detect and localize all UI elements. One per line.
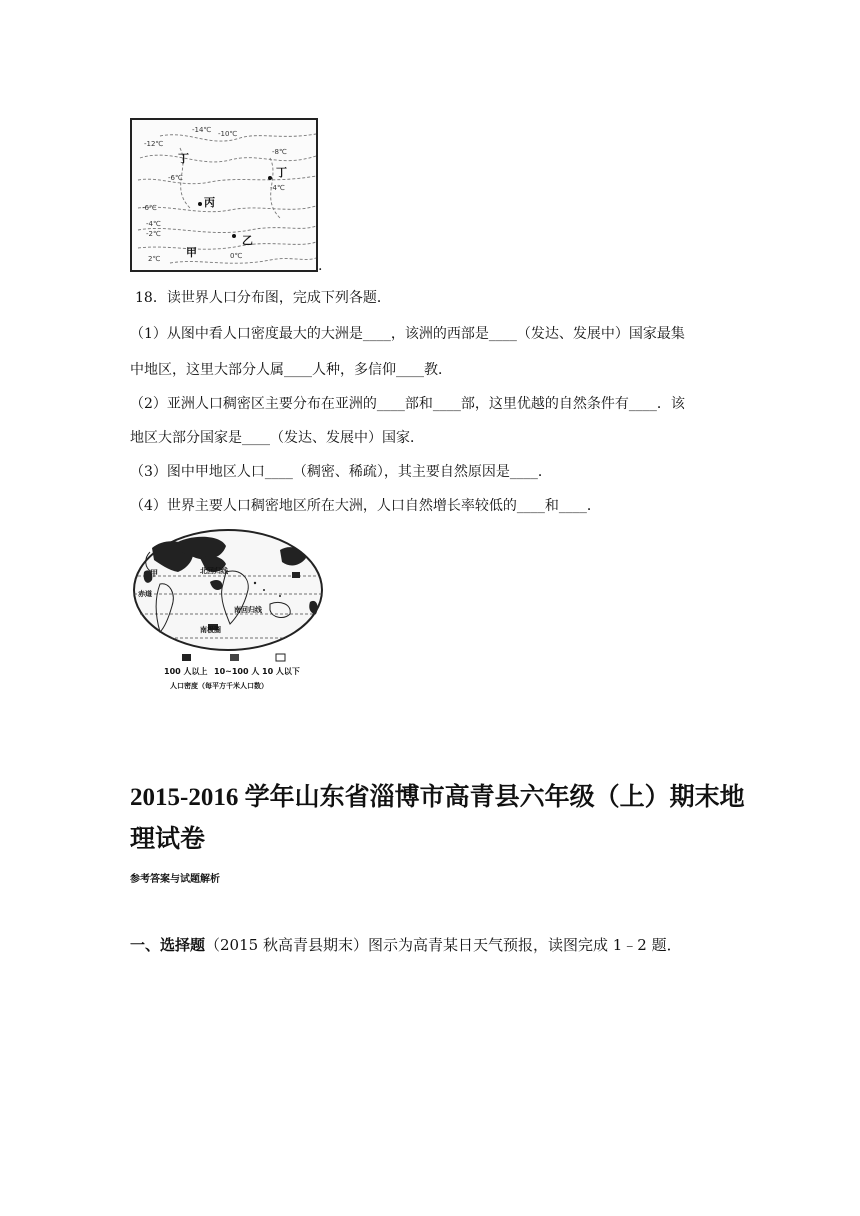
world-map-graphic [130,528,326,692]
region-jia-label: 甲 [150,569,158,578]
legend-low: 10 人以下 [262,667,300,676]
question-18-stem: 18．读世界人口分布图，完成下列各题． [135,290,391,306]
iso-label: -6℃ [142,204,157,212]
iso-label: -10℃ [218,130,238,138]
answer-title-line1: 2015-2016 学年山东省淄博市高青县六年级（上）期末地 [130,784,745,811]
section-one-label: 一、选择题 [130,936,206,954]
iso-label: -6℃ [168,174,183,182]
iso-label: -14℃ [192,126,212,134]
map1-trailing-dot: . [318,258,323,274]
world-population-map [130,528,326,692]
isotherm-map [130,118,318,272]
south-tropic-label: 南回归线 [234,606,262,614]
iso-label: -12℃ [144,140,164,148]
equator-label: 赤道 [138,590,152,598]
iso-label: -4℃ [146,220,161,228]
isotherm-map-graphic [130,118,318,272]
iso-label: -4℃ [270,184,285,192]
legend-caption: 人口密度（每平方千米人口数） [170,682,268,690]
point-jia: 甲 [186,246,197,259]
antarctic-circle-label: 南极圈 [200,626,221,634]
section-one-text: （2015 秋高青县期末）图示为高青某日天气预报，读图完成 1﹣2 题． [205,936,682,954]
section-one [130,935,682,955]
iso-label: -8℃ [272,148,287,156]
question-18-3: （3）图中甲地区人口____（稠密、稀疏），其主要自然原因是____． [130,464,552,480]
iso-label: -2℃ [146,230,161,238]
point-yi: 乙 [242,234,253,247]
legend-mid: 10~100 人 [214,667,260,676]
iso-label: 0℃ [230,252,243,260]
north-tropic-label: 北回归线 [200,567,228,575]
answer-title-line2: 理试卷 [130,826,206,853]
point-bing: 丙 [204,196,215,209]
point-ding: 丁 [276,166,287,179]
question-18-1-line2: 中地区，这里大部分人属____人种，多信仰____教． [130,362,452,378]
legend-high: 100 人以上 [164,667,208,676]
point-ding-2: 丁 [178,152,189,165]
question-18-4: （4）世界主要人口稠密地区所在大洲，人口自然增长率较低的____和____． [130,498,601,514]
answer-subtitle: 参考答案与试题解析 [130,874,220,885]
question-18-1-line1: （1）从图中看人口密度最大的大洲是____，该洲的西部是____（发达、发展中）国家最集 [130,326,685,342]
question-18-2-line1: （2）亚洲人口稠密区主要分布在亚洲的____部和____部，这里优越的自然条件有____．该 [130,396,685,412]
iso-label: 2℃ [148,255,161,263]
question-18-2-line2: 地区大部分国家是____（发达、发展中）国家． [130,430,424,446]
